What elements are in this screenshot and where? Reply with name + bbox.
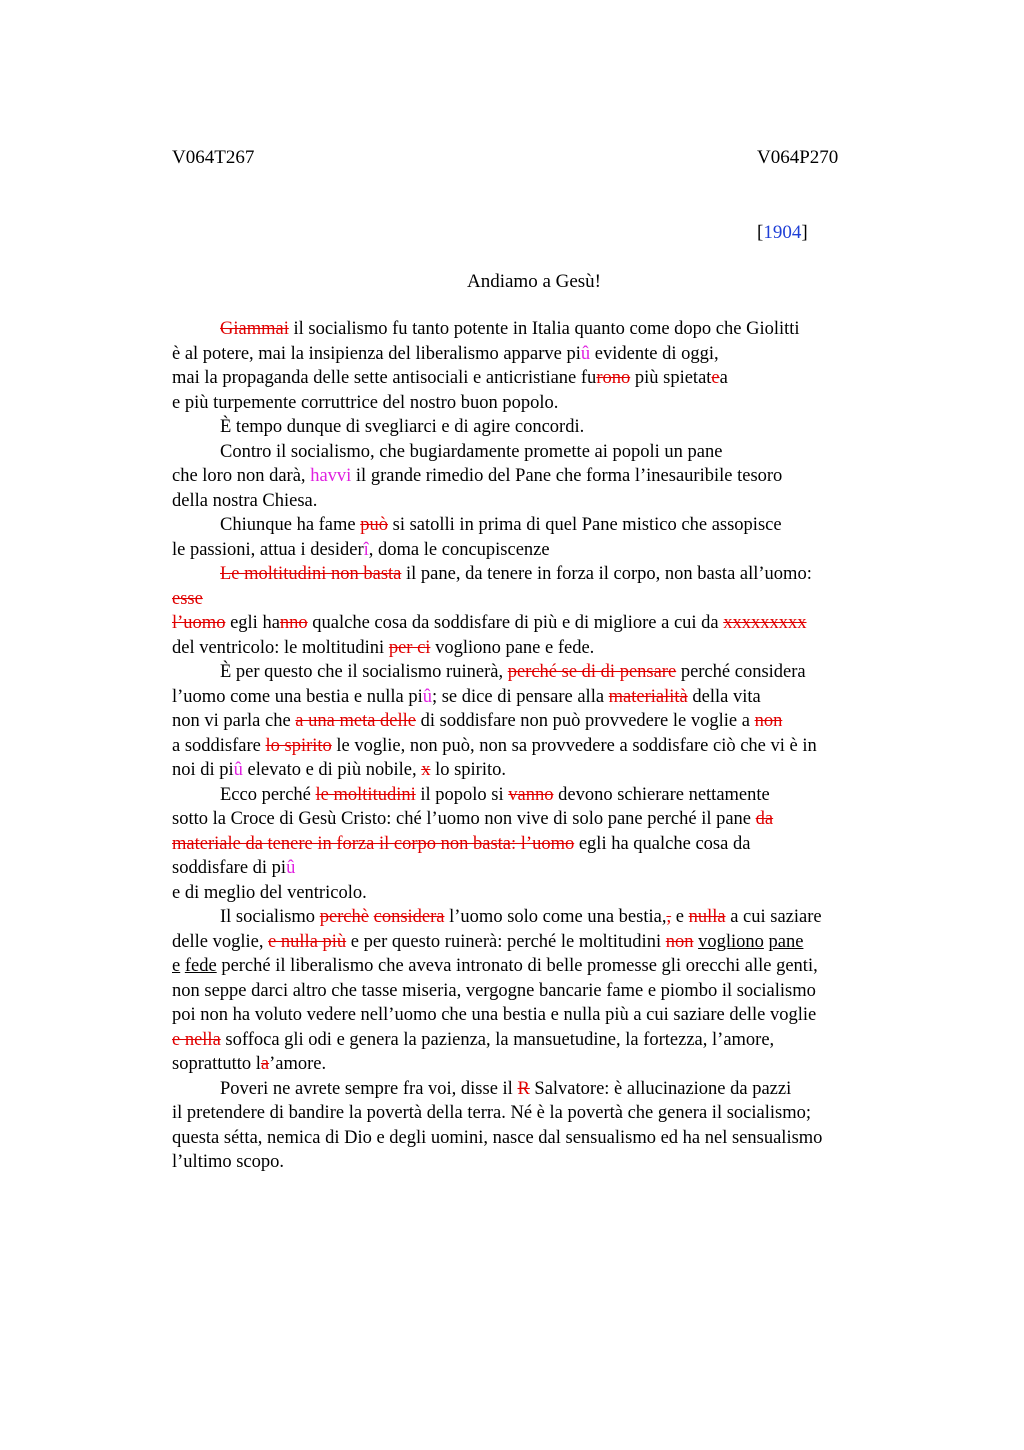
deleted-text: e [711, 368, 720, 388]
text-segment: della nostra Chiesa. [172, 490, 318, 511]
text-segment: sotto la Croce di Gesù Cristo: ché l’uomo non vive di solo pane perché il pane [172, 809, 756, 829]
text-line [172, 1126, 932, 1151]
text-segment: il socialismo fu tanto potente in Italia quanto come dopo che Giolitti [288, 319, 800, 339]
text-line [172, 1077, 932, 1102]
text-segment: egli ha [225, 613, 280, 633]
deleted-text: materiale da tenere in forza il corpo non basta: l’uomo [172, 833, 575, 854]
text-segment: e per questo ruinerà: perché le moltitudini [346, 931, 666, 952]
deleted-text: x [421, 760, 431, 780]
text-segment: egli ha qualche cosa da [574, 833, 751, 854]
corrected-text: û [286, 858, 296, 878]
text-line [172, 807, 932, 832]
text-segment: questa sétta, nemica di Dio e degli uomini, nasce dal sensualismo ed ha nel sensualismo [172, 1127, 823, 1148]
text-line [172, 758, 932, 783]
deleted-text: xxxxxxxxx [723, 613, 807, 633]
text-segment: poi non ha voluto vedere nell’uomo che una bestia e nulla più a cui saziare delle voglie [172, 1005, 817, 1025]
underlined-text: pane [768, 931, 804, 952]
deleted-text: perché se di di pensare [507, 662, 677, 682]
text-segment: a [719, 368, 728, 388]
text-segment: di soddisfare non può provvedere le voglie a [416, 711, 755, 731]
text-segment: della vita [687, 686, 761, 707]
date-open-bracket: [ [757, 222, 764, 243]
text-segment: , doma le concupiscenze [368, 539, 550, 560]
text-line [172, 562, 932, 587]
text-segment: l’uomo come una bestia e nulla pi [172, 686, 423, 707]
text-segment: Il socialismo [220, 907, 320, 927]
date-close-bracket: ] [801, 222, 808, 243]
text-line [172, 366, 932, 391]
text-line [172, 464, 932, 489]
underlined-text: vogliono [698, 931, 764, 952]
text-segment: l’uomo solo come una bestia, [444, 907, 667, 927]
deleted-text: a una meta delle [295, 711, 416, 731]
text-segment: l’ultimo scopo. [172, 1152, 285, 1172]
text-segment: È tempo dunque di svegliarci e di agire concordi. [220, 417, 585, 437]
text-segment: soprattutto l [172, 1054, 261, 1074]
text-line [172, 1028, 932, 1053]
deleted-text: nulla [688, 907, 726, 927]
deleted-text: vanno [508, 784, 554, 805]
text-segment: il pretendere di bandire la povertà della terra. Né è la povertà che genera il socialismo; [172, 1103, 811, 1123]
text-line [172, 709, 932, 734]
corrected-text: î [363, 539, 369, 560]
text-line [172, 881, 932, 906]
deleted-text: e nulla più [268, 931, 347, 952]
document-code-left: V064T267 [172, 147, 255, 168]
text-segment: soddisfare di pi [172, 858, 287, 878]
corrected-text: havvi [310, 466, 352, 486]
document-code-right: V064P270 [757, 147, 839, 168]
text-line [172, 1150, 932, 1175]
corrected-text: û [233, 760, 243, 780]
deleted-text: può [360, 515, 388, 535]
text-segment: del ventricolo: le moltitudini [172, 637, 389, 658]
text-line [172, 660, 932, 685]
text-segment: non vi parla che [172, 711, 296, 731]
text-segment: Poveri ne avrete sempre fra voi, disse il [220, 1078, 518, 1099]
text-segment: lo spirito. [430, 760, 506, 780]
text-segment: mai la propaganda delle sette antisociali e anticristiane fu [172, 368, 597, 388]
text-segment: È per questo che il socialismo ruinerà, [220, 662, 508, 682]
text-segment: che loro non darà, [172, 466, 311, 486]
deleted-text: lo spirito [265, 735, 332, 756]
deleted-text: , [666, 907, 672, 927]
text-line [172, 415, 932, 440]
text-line [172, 832, 932, 857]
text-segment: a cui saziare [725, 907, 822, 927]
text-line [172, 391, 932, 416]
text-line [172, 513, 932, 538]
text-line [172, 611, 932, 636]
date-stamp [757, 222, 808, 244]
text-segment: Ecco perché [220, 784, 316, 805]
text-segment: a soddisfare [172, 735, 266, 756]
deleted-text: Le moltitudini non basta [220, 564, 402, 584]
deleted-text: Giammai [220, 319, 289, 339]
text-segment: delle voglie, [172, 931, 269, 952]
text-segment: si satolli in prima di quel Pane mistico che assopisce [388, 515, 782, 535]
deleted-text: materialità [608, 686, 688, 707]
deleted-text: non [754, 711, 783, 731]
text-line [172, 954, 932, 979]
text-line [172, 856, 932, 881]
deleted-text: considera [373, 907, 445, 927]
text-line [172, 1052, 932, 1077]
document-body [172, 317, 932, 1175]
text-segment: e [671, 907, 689, 927]
text-segment: noi di pi [172, 760, 234, 780]
text-line [172, 979, 932, 1004]
text-segment: ’amore. [269, 1054, 327, 1074]
deleted-text: R [517, 1078, 530, 1099]
text-segment: è al potere, mai la insipienza del liberalismo apparve pi [172, 343, 581, 364]
text-segment: Contro il socialismo, che bugiardamente promette ai popoli un pane [220, 441, 723, 462]
text-segment: perché considera [676, 662, 806, 682]
text-line [172, 440, 932, 465]
text-segment: evidente di oggi, [590, 343, 719, 364]
underlined-text: e [172, 956, 181, 976]
text-line [172, 734, 932, 759]
text-line [172, 636, 932, 661]
text-segment: il popolo si [415, 784, 509, 805]
deleted-text: l’uomo [172, 613, 226, 633]
text-segment: soffoca gli odi e genera la pazienza, la mansuetudine, la fortezza, l’amore, [220, 1029, 775, 1050]
text-line [172, 1003, 932, 1028]
text-segment: non seppe darci altro che tasse miseria, vergogne bancarie fame e piombo il socialismo [172, 980, 816, 1001]
deleted-text: perchè [319, 907, 369, 927]
text-line [172, 930, 932, 955]
text-segment: il pane, da tenere in forza il corpo, non basta all’uomo: [401, 564, 812, 584]
text-segment: il grande rimedio del Pane che forma l’inesauribile tesoro [351, 466, 783, 486]
text-line [172, 317, 932, 342]
text-line [172, 538, 932, 563]
text-segment: perché il liberalismo che aveva intronato di belle promesse gli orecchi alle genti, [216, 956, 818, 976]
deleted-text: le moltitudini [315, 784, 416, 805]
text-segment: Salvatore: è allucinazione da pazzi [529, 1078, 792, 1099]
text-segment: devono schierare nettamente [553, 784, 770, 805]
deleted-text: a [260, 1054, 270, 1074]
deleted-text: non [665, 931, 694, 952]
text-segment: qualche cosa da soddisfare di più e di migliore a cui da [307, 613, 724, 633]
corrected-text: û [580, 343, 591, 364]
text-segment: le voglie, non può, non sa provvedere a soddisfare ciò che vi è in [331, 735, 817, 756]
deleted-text: esse [172, 588, 203, 609]
text-line [172, 342, 932, 367]
text-segment: Chiunque ha fame [220, 515, 361, 535]
date-year: 1904 [763, 222, 802, 243]
text-segment: vogliono pane e fede. [430, 637, 595, 658]
text-line [172, 905, 932, 930]
text-segment: più spietat [630, 368, 712, 388]
text-segment: ; se dice di pensare alla [431, 686, 609, 707]
corrected-text: û [422, 686, 432, 707]
underlined-text: fede [184, 956, 217, 976]
document-title: Andiamo a Gesù! [466, 271, 602, 292]
deleted-text: rono [596, 368, 631, 388]
deleted-text: da [755, 809, 774, 829]
text-line [172, 489, 932, 514]
text-line [172, 587, 932, 612]
text-segment: le passioni, attua i desider [172, 539, 364, 560]
text-segment: e più turpemente corruttrice del nostro buon popolo. [172, 392, 559, 413]
text-line [172, 685, 932, 710]
text-segment: elevato e di più nobile, [242, 760, 422, 780]
text-line [172, 783, 932, 808]
text-segment: e di meglio del ventricolo. [172, 882, 367, 903]
deleted-text: nno [279, 613, 308, 633]
text-line [172, 1101, 932, 1126]
deleted-text: e nella [172, 1029, 221, 1050]
deleted-text: per ci [388, 637, 431, 658]
